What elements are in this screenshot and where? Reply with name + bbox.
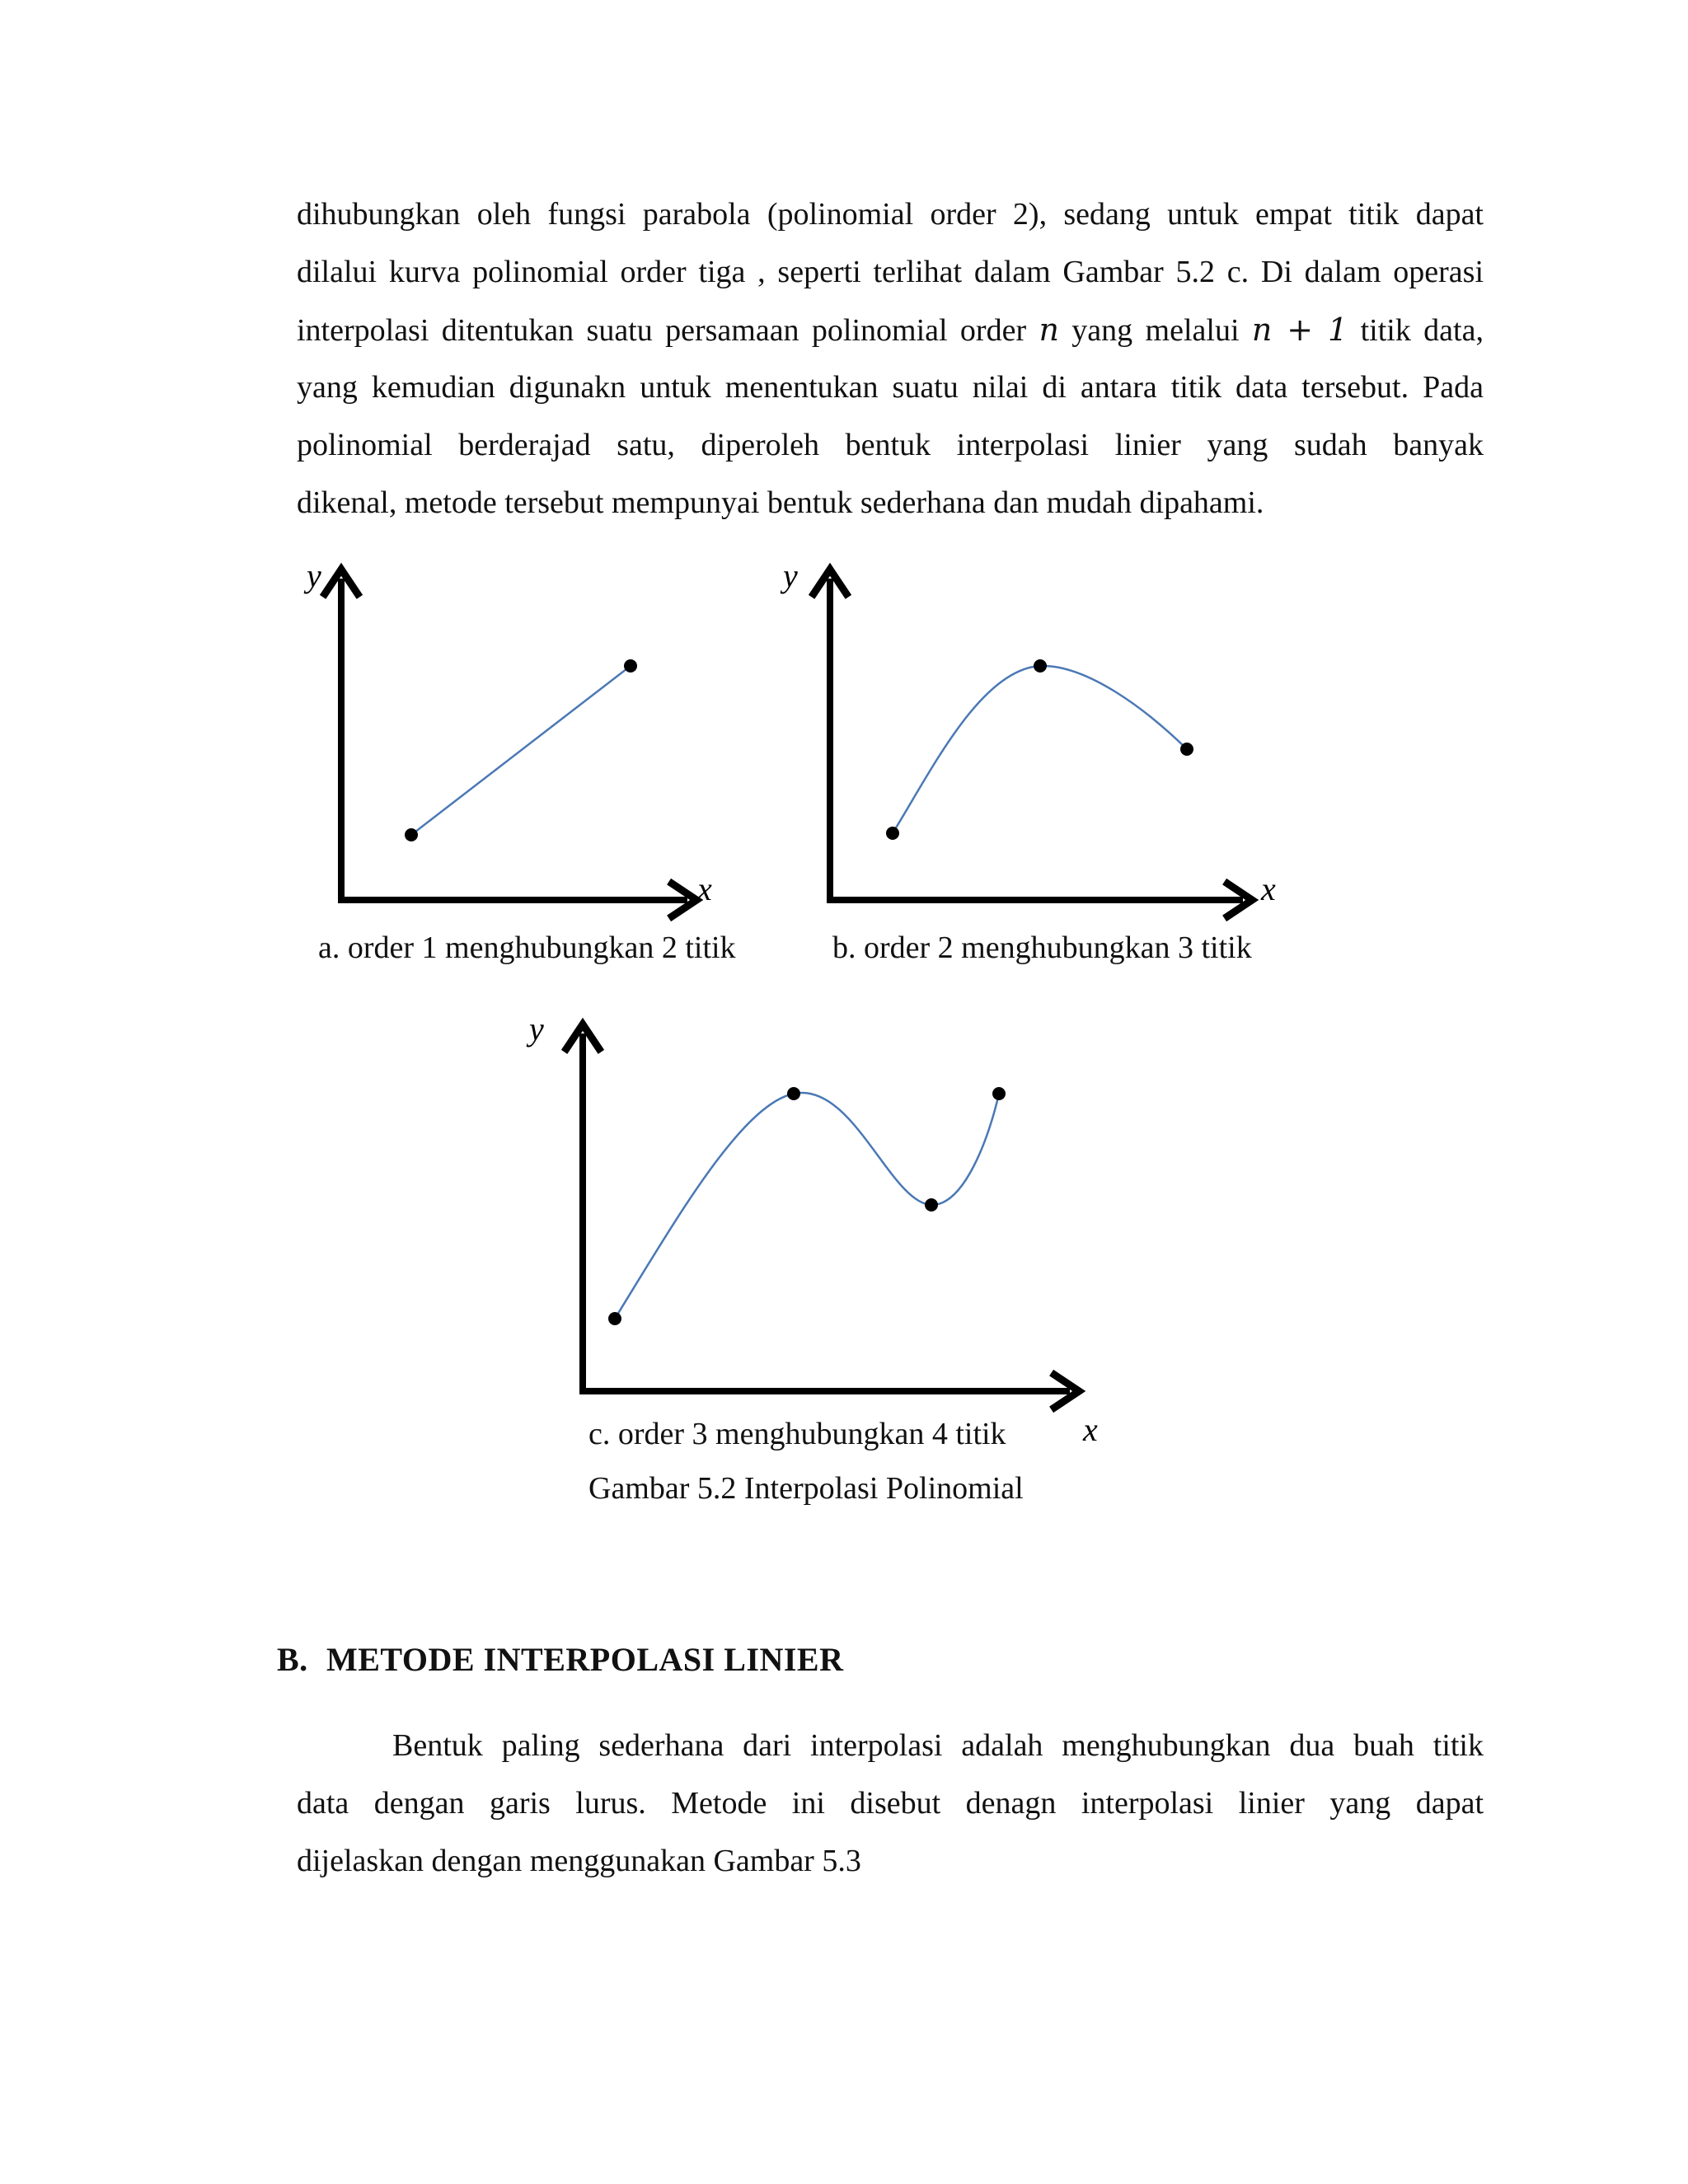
caption-a: a. order 1 menghubungkan 2 titik bbox=[318, 930, 736, 965]
text-line: data dengan garis lurus. Metode ini disebut denagn interpolasi linier yang dapat bbox=[297, 1786, 1484, 1821]
section-title: METODE INTERPOLASI LINIER bbox=[326, 1641, 844, 1678]
panel-a-point bbox=[624, 659, 637, 673]
panel-c-y-label: y bbox=[529, 1010, 544, 1047]
panel-a-y-label: y bbox=[307, 557, 321, 594]
text-fragment: titik data, bbox=[1348, 313, 1484, 348]
panel-c-cubic-curve bbox=[615, 1093, 999, 1319]
panel-b-point bbox=[1180, 743, 1193, 756]
math-n: n bbox=[1039, 312, 1059, 348]
section-number: B. bbox=[277, 1641, 308, 1678]
text-line: polinomial berderajad satu, diperoleh bentuk interpolasi linier yang sudah banyak bbox=[297, 428, 1484, 462]
panel-c-point bbox=[787, 1087, 800, 1100]
text-fragment: yang melalui bbox=[1058, 313, 1252, 348]
panel-a bbox=[303, 557, 712, 907]
text-line: yang kemudian digunakn untuk menentukan suatu nilai di antara titik data tersebut. Pada bbox=[297, 370, 1484, 405]
text-fragment: interpolasi ditentukan suatu persamaan polinomial order bbox=[297, 313, 1039, 348]
caption-b: b. order 2 menghubungkan 3 titik bbox=[832, 930, 1252, 965]
panel-a-point bbox=[405, 828, 418, 841]
panel-c-axes bbox=[583, 1033, 1070, 1391]
text-line: dilalui kurva polinomial order tiga , seperti terlihat dalam Gambar 5.2 c. Di dalam operasi bbox=[297, 255, 1484, 289]
panel-b-point bbox=[886, 827, 899, 840]
panel-b-y-label: y bbox=[783, 557, 798, 594]
panel-a-x-label: x bbox=[697, 870, 712, 907]
figure-title: Gambar 5.2 Interpolasi Polinomial bbox=[588, 1471, 1024, 1506]
text-line: Bentuk paling sederhana dari interpolasi adalah menghubungkan dua buah titik bbox=[392, 1728, 1484, 1763]
math-n-plus-1: n + 1 bbox=[1251, 312, 1348, 348]
panel-c-point bbox=[992, 1087, 1006, 1100]
panel-b-x-label: x bbox=[1261, 870, 1276, 907]
text-line: dihubungkan oleh fungsi parabola (polinomial order 2), sedang untuk empat titik dapat bbox=[297, 197, 1484, 232]
panel-b-quadratic-curve bbox=[893, 666, 1187, 833]
panel-c-point bbox=[925, 1198, 938, 1212]
panel-a-axes bbox=[341, 579, 687, 900]
paragraph-linear bbox=[297, 1717, 1484, 1890]
panel-c bbox=[526, 1010, 1098, 1448]
text-line: dikenal, metode tersebut mempunyai bentuk sederhana dan mudah dipahami. bbox=[297, 485, 1264, 520]
caption-c: c. order 3 menghubungkan 4 titik bbox=[588, 1417, 1006, 1451]
text-line: dijelaskan dengan menggunakan Gambar 5.3 bbox=[297, 1844, 861, 1878]
panel-b bbox=[780, 557, 1276, 907]
panel-c-point bbox=[608, 1312, 621, 1325]
panel-a-linear-curve bbox=[411, 666, 631, 835]
panel-b-point bbox=[1034, 659, 1047, 673]
section-heading bbox=[277, 1640, 843, 1679]
panel-c-x-label: x bbox=[1083, 1411, 1098, 1448]
panel-b-axes bbox=[830, 579, 1243, 900]
